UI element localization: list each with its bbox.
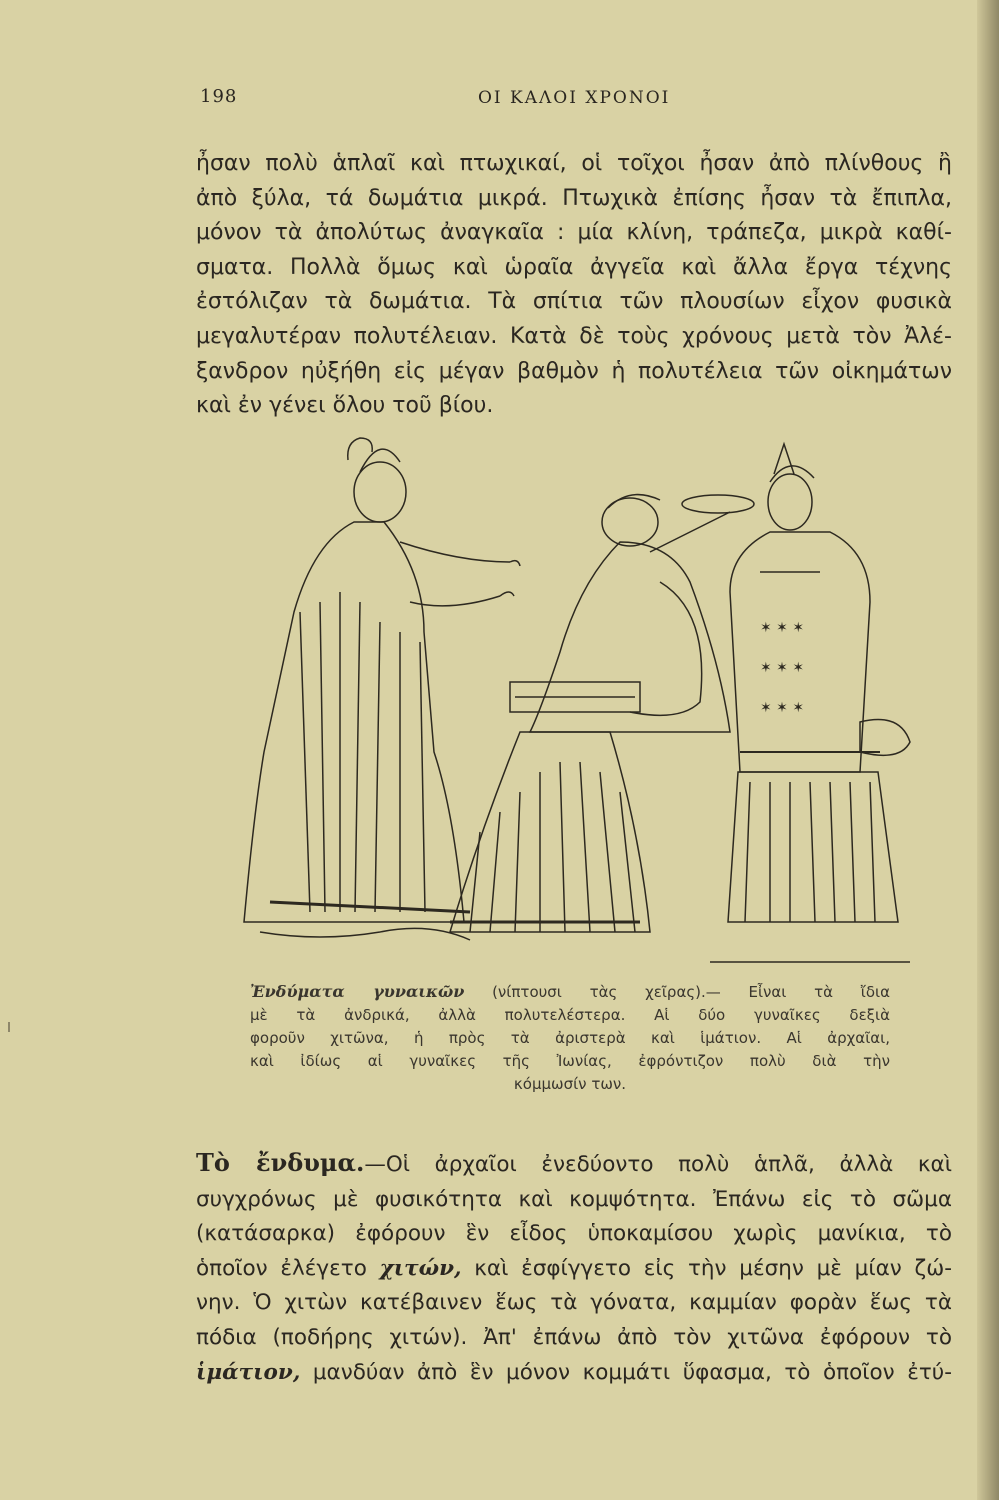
caption-title: Ἐνδύματα γυναικῶν [250,982,465,1001]
caption-line: καὶ ἰδίως αἱ γυναῖκες τῆς Ἰωνίας, ἐφρόντιζον πολὺ διὰ τὴν [250,1052,890,1070]
svg-text:✶ ✶ ✶: ✶ ✶ ✶ [760,700,805,716]
text-line: (κατάσαρκα) ἐφόρουν ἓν εἶδος ὑποκαμίσου χωρὶς μανίκια, τὸ [196,1221,952,1247]
running-title: ΟΙ ΚΑΛΟΙ ΧΡΟΝΟΙ [478,88,671,108]
left-woman-figure [244,438,520,940]
right-woman-figure [710,444,910,962]
svg-text:✶ ✶ ✶: ✶ ✶ ✶ [760,660,805,676]
ancient-women-illustration [240,432,960,972]
text-run: ὁποῖον ἐλέγετο [196,1255,367,1281]
page-number: 198 [200,86,238,107]
text-line: ξανδρον ηὐξήθη εἰς μέγαν βαθμὸν ἡ πολυτέλεια τῶν οἰκημάτων [196,358,952,384]
text-line [196,1146,952,1183]
caption-line [250,980,890,1004]
text-line: ἦσαν πολὺ ἁπλαῖ καὶ πτωχικαί, οἱ τοῖχοι ἦσαν ἀπὸ πλίνθους ἢ [196,151,952,176]
text-line: καὶ ἐν γένει ὅλου τοῦ βίου. [196,393,494,419]
page-edge [977,0,999,1500]
text-run: καὶ ἐσφίγγετο εἰς τὴν μέσην μὲ μίαν ζώ- [474,1255,952,1281]
text-line [196,1252,952,1287]
middle-woman-figure [450,495,754,932]
term-himation: ἱμάτιον, [196,1359,301,1385]
text-run: μανδύαν ἀπὸ ἓν μόνον κομμάτι ὕφασμα, τὸ ὁποῖον ἐτύ- [312,1359,952,1385]
text-line: σματα. Πολλὰ ὅμως καὶ ὡραῖα ἀγγεῖα καὶ ἄλλα ἔργα τέχνης [196,254,952,280]
figure-caption [250,980,890,1096]
term-chiton: χιτών, [379,1255,462,1281]
text-line: ἀπὸ ξύλα, τά δωμάτια μικρά. Πτωχικὰ ἐπίσης ἦσαν τὰ ἔπιπλα, [196,185,952,211]
caption-line: κόμμωσίν των. [513,1075,627,1093]
bottom-paragraph [196,1146,952,1416]
margin-mark [8,1022,10,1032]
text-line: μεγαλυτέραν πολυτέλειαν. Κατὰ δὲ τοὺς χρόνους μετὰ τὸν Ἀλέ- [196,323,952,349]
illustration-figure [240,432,960,972]
text-line [196,1356,952,1391]
top-paragraph [196,147,952,427]
text-run: —Οἱ ἀρχαῖοι ἐνεδύοντο πολὺ ἁπλᾶ, ἀλλὰ καὶ [364,1152,952,1177]
caption-line: φοροῦν χιτῶνα, ἡ πρὸς τὰ ἀριστερὰ καὶ ἱμάτιον. Αἱ ἀρχαῖαι, [250,1029,890,1047]
text-line: ἐστόλιζαν τὰ δωμάτια. Τὰ σπίτια τῶν πλουσίων εἶχον φυσικὰ [196,289,952,315]
text-line: μόνον τὰ ἀπολύτως ἀναγκαῖα : μία κλίνη, τράπεζα, μικρὰ καθί- [196,220,952,246]
text-line: νην. Ὁ χιτὼν κατέβαινεν ἕως τὰ γόνατα, καμμίαν φορὰν ἕως τὰ [196,1290,952,1316]
page-header [200,86,940,116]
text-line: πόδια (ποδήρης χιτών). Ἀπ' ἐπάνω ἀπὸ τὸν χιτῶνα ἐφόρουν τὸ [196,1324,952,1350]
section-title: Τὸ ἔνδυμα. [196,1148,365,1177]
caption-line: μὲ τὰ ἀνδρικά, ἀλλὰ πολυτελέστερα. Αἱ δύο γυναῖκες δεξιὰ [250,1006,890,1024]
caption-line-rest: (νίπτουσι τὰς χεῖρας).— Εἶναι τὰ ἴδια [492,983,890,1001]
svg-text:✶ ✶ ✶: ✶ ✶ ✶ [760,620,805,636]
text-line: συγχρόνως μὲ φυσικότητα καὶ κομψότητα. Ἐπάνω εἰς τὸ σῶμα [196,1186,952,1212]
